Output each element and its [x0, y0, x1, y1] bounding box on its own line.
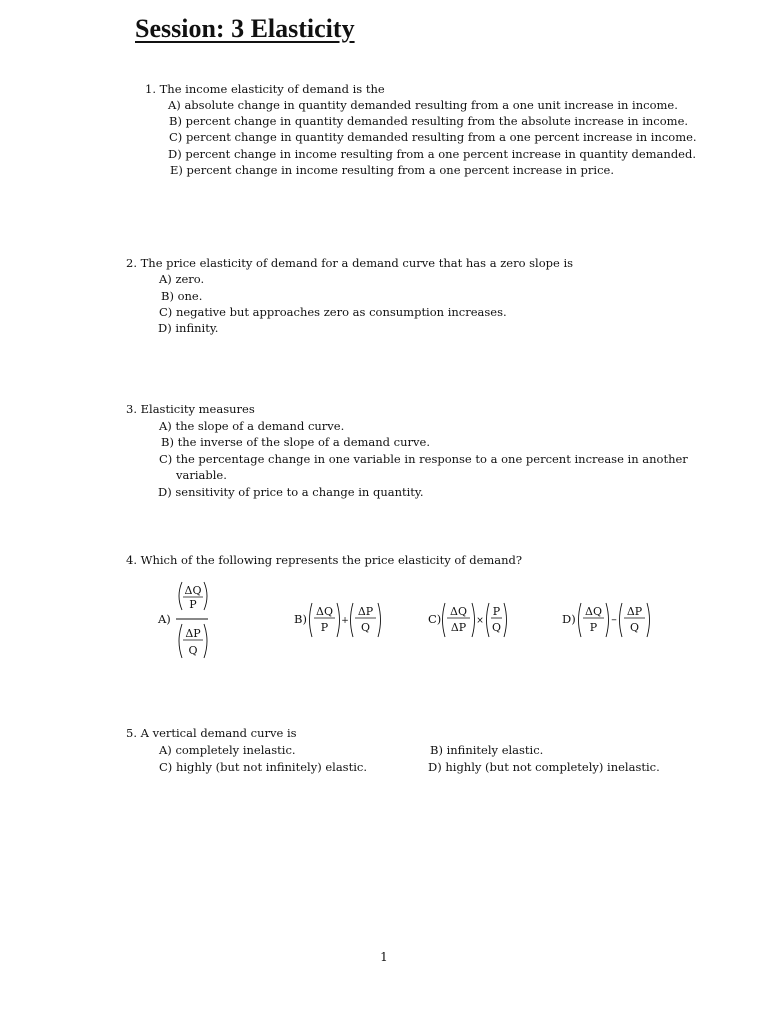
q-symbol: Q [360, 621, 371, 634]
question-3-option-c-continued: variable. [176, 468, 227, 482]
delta-p-symbol: ΔP [185, 627, 201, 640]
question-5-option-b: B) infinitely elastic. [430, 743, 544, 757]
p-symbol: P [320, 621, 329, 634]
question-1-option-a: A) absolute change in quantity demanded resulting from a one unit increase in income. [168, 98, 678, 112]
question-1-option-d: D) percent change in income resulting from a one percent increase in quantity demanded. [168, 147, 697, 161]
delta-p-symbol: ΔP [450, 621, 467, 634]
plus-symbol: + [341, 616, 349, 626]
question-4-option-c-label: C) [428, 612, 442, 626]
question-2-option-a: A) zero. [159, 272, 205, 286]
question-3-option-d: D) sensitivity of price to a change in quantity. [158, 485, 424, 499]
delta-q-symbol: ΔQ [450, 605, 467, 618]
question-5-stem: 5. A vertical demand curve is [126, 726, 297, 740]
question-5-option-c: C) highly (but not infinitely) elastic. [159, 760, 367, 774]
question-4-option-a-formula [170, 580, 210, 662]
question-1-stem: 1. The income elasticity of demand is the [145, 82, 385, 96]
question-4-option-c-formula [440, 600, 510, 642]
question-5-option-d: D) highly (but not completely) inelastic. [428, 760, 660, 774]
question-2-stem: 2. The price elasticity of demand for a demand curve that has a zero slope is [126, 256, 574, 270]
p-symbol: P [189, 598, 197, 611]
question-4-option-d-formula [576, 600, 652, 642]
q-symbol: Q [188, 644, 198, 657]
delta-q-symbol: ΔQ [184, 584, 202, 597]
delta-p-symbol: ΔP [626, 605, 643, 618]
question-4-option-d-label: D) [562, 612, 576, 626]
minus-symbol: – [611, 613, 617, 626]
question-5-option-a: A) completely inelastic. [159, 743, 296, 757]
p-symbol: P [492, 605, 501, 618]
question-4-option-a-label: A) [158, 612, 171, 626]
times-symbol: × [476, 616, 484, 626]
question-3-stem: 3. Elasticity measures [126, 402, 255, 416]
p-symbol: P [589, 621, 598, 634]
page-title: Session: 3 Elasticity [135, 14, 355, 43]
question-4-option-b-formula [307, 600, 383, 642]
q-symbol: Q [629, 621, 640, 634]
question-3-option-c: C) the percentage change in one variable in response to a one percent increase in another [159, 452, 688, 466]
question-4-stem: 4. Which of the following represents the price elasticity of demand? [126, 553, 523, 567]
delta-p-symbol: ΔP [357, 605, 374, 618]
q-symbol: Q [491, 621, 502, 634]
page-number: 1 [380, 950, 388, 964]
question-2-option-b: B) one. [161, 289, 203, 303]
question-1-option-e: E) percent change in income resulting from a one percent increase in price. [170, 163, 614, 177]
question-2-option-c: C) negative but approaches zero as consumption increases. [159, 305, 507, 319]
question-3-option-a: A) the slope of a demand curve. [159, 419, 345, 433]
question-1-option-c: C) percent change in quantity demanded resulting from a one percent increase in income. [169, 130, 697, 144]
delta-q-symbol: ΔQ [585, 605, 602, 618]
question-2-option-d: D) infinity. [158, 321, 219, 335]
question-3-option-b: B) the inverse of the slope of a demand curve. [161, 435, 430, 449]
delta-q-symbol: ΔQ [316, 605, 333, 618]
question-4-option-b-label: B) [294, 612, 307, 626]
question-1-option-b: B) percent change in quantity demanded resulting from the absolute increase in income. [169, 114, 689, 128]
